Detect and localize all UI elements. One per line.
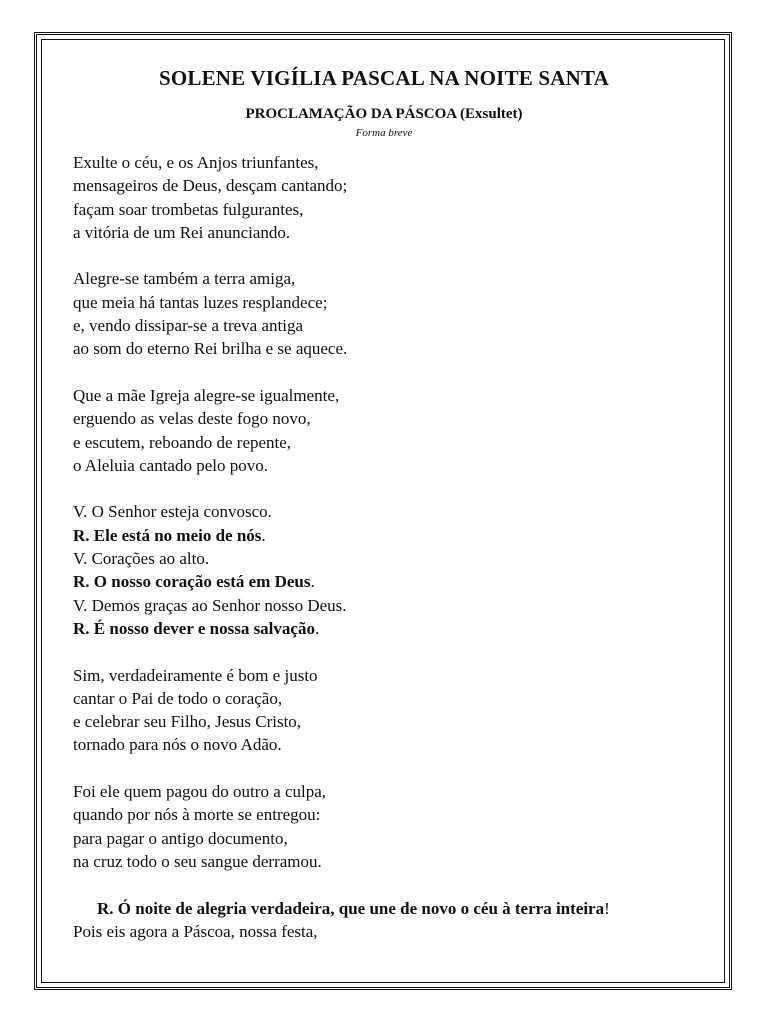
verse-line: erguendo as velas deste fogo novo,	[73, 409, 311, 429]
response-end: .	[314, 618, 320, 638]
form-note: Forma breve	[355, 127, 413, 139]
verse-line: e, vendo dissipar-se a treva antiga	[73, 316, 304, 336]
verse-line: Sim, verdadeiramente é bom e justo	[73, 665, 318, 685]
refrain-end: !	[604, 898, 610, 918]
stanza-1	[73, 151, 693, 244]
verse-line: Exulte o céu, e os Anjos triunfantes,	[73, 153, 319, 172]
verse-line: para pagar o antigo documento,	[73, 828, 288, 848]
response-2	[73, 570, 693, 593]
versicle-1: V. O Senhor esteja convosco.	[73, 502, 272, 522]
document-title: SOLENE VIGÍLIA PASCAL NA NOITE SANTA	[158, 66, 610, 90]
stanza-3	[73, 384, 693, 477]
versicle-2: V. Corações ao alto.	[73, 549, 210, 569]
refrain-block	[73, 897, 693, 944]
versicle-3: V. Demos graças ao Senhor nosso Deus.	[73, 595, 347, 615]
verse-line: e celebrar seu Filho, Jesus Cristo,	[73, 712, 302, 732]
verse-line: tornado para nós o novo Adão.	[73, 735, 282, 755]
stanza-5	[73, 780, 693, 873]
response-end: .	[310, 572, 315, 592]
response-3	[73, 617, 693, 640]
response-text: Ele está no meio de nós	[93, 525, 262, 545]
stanza-2	[73, 267, 693, 360]
verse-line: quando por nós à morte se entregou:	[73, 805, 321, 825]
verse-line: ao som do eterno Rei brilha e se aquece.	[73, 339, 348, 359]
verse-line: mensageiros de Deus, desçam cantando;	[73, 176, 348, 196]
document-subtitle: PROCLAMAÇÃO DA PÁSCOA (Exsultet)	[245, 106, 523, 122]
preface-dialogue	[73, 500, 693, 640]
verse-line: Que a mãe Igreja alegre-se igualmente,	[73, 385, 340, 405]
stanza-4	[73, 664, 693, 757]
verse-line: que meia há tantas luzes resplandece;	[73, 292, 328, 312]
response-end: .	[261, 525, 266, 545]
verse-line: cantar o Pai de todo o coração,	[73, 688, 283, 708]
hymn-body	[73, 151, 693, 943]
verse-line: a vitória de um Rei anunciando.	[73, 222, 291, 242]
verse-line: o Aleluia cantado pelo povo.	[73, 455, 268, 475]
response-label: R.	[73, 618, 90, 638]
refrain-text: R. Ó noite de alegria verdadeira, que une de novo o céu à terra inteira	[97, 898, 605, 918]
verse-line: na cruz todo o seu sangue derramou.	[73, 851, 322, 871]
response-text: O nosso coração está em Deus	[93, 572, 311, 592]
response-text: É nosso dever e nossa salvação	[93, 618, 315, 638]
verse-line: Alegre-se também a terra amiga,	[73, 269, 296, 289]
verse-line: façam soar trombetas fulgurantes,	[73, 199, 304, 219]
verse-line: e escutem, reboando de repente,	[73, 432, 292, 452]
verse-line: Foi ele quem pagou do outro a culpa,	[73, 782, 327, 802]
response-label: R.	[73, 525, 90, 545]
response-label: R.	[73, 572, 90, 592]
response-1	[73, 524, 693, 547]
final-line: Pois eis agora a Páscoa, nossa festa,	[73, 921, 318, 941]
refrain	[73, 897, 693, 920]
